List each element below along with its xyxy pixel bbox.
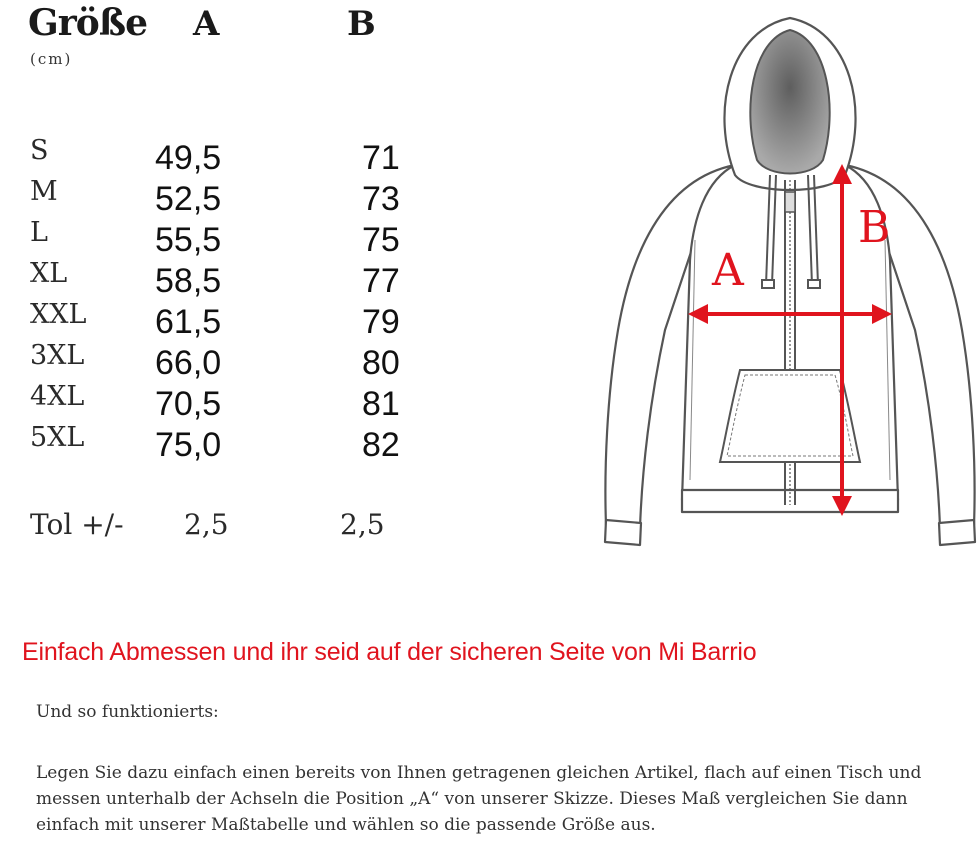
value-b-cell: 82: [362, 426, 400, 464]
tolerance-a-value: 2,5: [184, 508, 229, 541]
size-cell: 3XL: [30, 340, 85, 371]
size-cell: XL: [30, 258, 68, 289]
table-row: [0, 135, 440, 176]
size-table: [0, 135, 440, 463]
measurement-b-label: B: [858, 202, 891, 253]
value-a-cell: 52,5: [155, 180, 222, 218]
instruction-headline: Einfach Abmessen und ihr seid auf der sicheren Seite von Mi Barrio: [22, 638, 757, 666]
table-row: [0, 340, 440, 381]
measurement-a-label: A: [712, 245, 744, 296]
column-b-header: B: [347, 4, 376, 44]
unit-label: (cm): [30, 50, 73, 68]
value-a-cell: 58,5: [155, 262, 222, 300]
size-column-header: Größe: [28, 2, 147, 44]
value-b-cell: 73: [362, 180, 400, 218]
value-a-cell: 55,5: [155, 221, 222, 259]
value-b-cell: 80: [362, 344, 400, 382]
tolerance-label: Tol +/-: [30, 508, 124, 541]
table-row: [0, 217, 440, 258]
value-b-cell: 79: [362, 303, 400, 341]
size-cell: 5XL: [30, 422, 85, 453]
table-row: [0, 299, 440, 340]
table-row: [0, 381, 440, 422]
value-b-cell: 77: [362, 262, 400, 300]
size-cell: XXL: [30, 299, 87, 330]
size-cell: M: [30, 176, 58, 207]
instructions-paragraph: Legen Sie dazu einfach einen bereits von Ihnen getragenen gleichen Artikel, flach auf einen Tisch und messen unterhalb der Achseln die Position „A“ von unserer Skizze. Dieses Maß vergleichen Sie dann einfach mit unserer Maßtabelle und wählen so die passende Größe aus.: [36, 763, 922, 835]
kangaroo-pocket: [720, 370, 860, 462]
size-cell: 4XL: [30, 381, 85, 412]
instructions-intro: Und so funktionierts:: [36, 702, 219, 722]
value-a-cell: 70,5: [155, 385, 222, 423]
value-a-cell: 61,5: [155, 303, 222, 341]
value-b-cell: 71: [362, 139, 400, 177]
value-b-cell: 81: [362, 385, 400, 423]
value-a-cell: 49,5: [155, 139, 222, 177]
value-b-cell: 75: [362, 221, 400, 259]
table-row: [0, 176, 440, 217]
value-a-cell: 66,0: [155, 344, 222, 382]
table-row: [0, 422, 440, 463]
hoodie-measurement-illustration: [590, 0, 980, 560]
table-row: [0, 258, 440, 299]
tolerance-b-value: 2,5: [340, 508, 385, 541]
size-cell: S: [30, 135, 49, 166]
value-a-cell: 75,0: [155, 426, 222, 464]
size-cell: L: [30, 217, 48, 248]
column-a-header: A: [193, 4, 220, 44]
